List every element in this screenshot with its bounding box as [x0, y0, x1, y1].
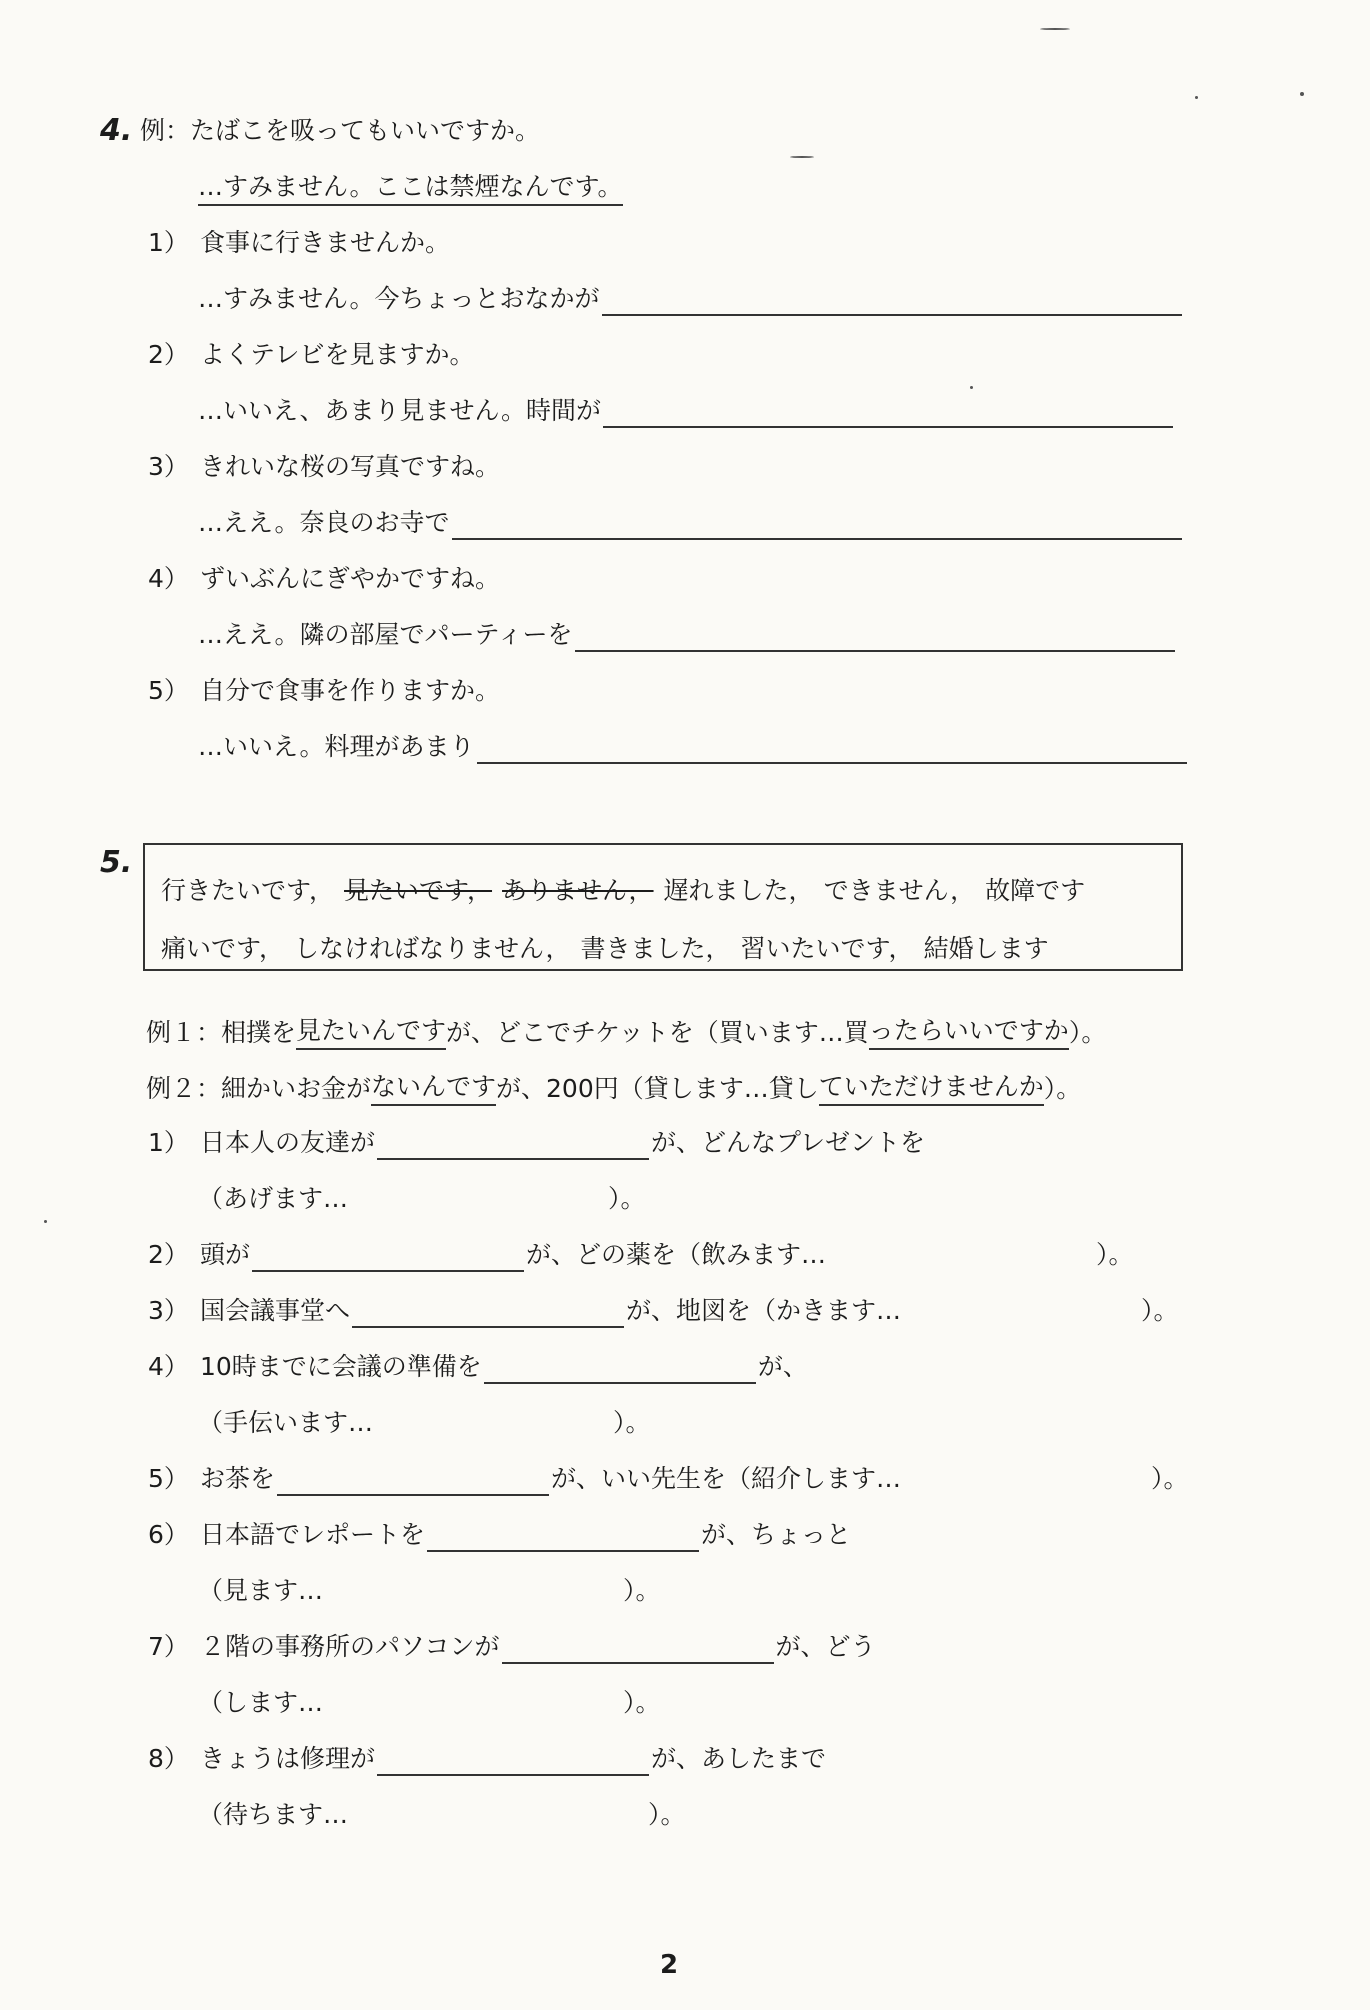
sec5-example-1: 例１：相撲を 見たいんです が、どこでチケットを（買います…買 ったらいいですか ）。: [146, 1014, 1106, 1050]
sec5-item-1-line-2: （あげます… ）。: [198, 1184, 646, 1213]
sec5-item-7-line-2: （します… ）。: [198, 1688, 661, 1717]
sec5-item-4: 4） 10時までに会議の準備を が、: [148, 1350, 808, 1384]
sec5-item-7: 7） ２階の事務所のパソコンが が、どう: [148, 1630, 876, 1664]
scan-speck: [1040, 28, 1070, 30]
sec4-example-answer: …すみません。ここは禁煙なんです。: [198, 170, 623, 206]
sec5-item-4-line-2: （手伝います… ）。: [198, 1408, 651, 1437]
sec4-item-1-question: 1） 食事に行きませんか。: [148, 228, 451, 257]
answer-blank[interactable]: [575, 626, 1175, 652]
sec4-item-4-question: 4） ずいぶんにぎやかですね。: [148, 564, 501, 593]
page-number: 2: [660, 1950, 679, 1980]
answer-blank[interactable]: [602, 290, 1182, 316]
word-box-line-2: 痛いです， しなければなりません， 書きました， 習いたいです， 結婚します: [161, 934, 1049, 963]
sec5-item-1: 1） 日本人の友達が が、どんなプレゼントを: [148, 1126, 925, 1160]
sec4-item-2-question: 2） よくテレビを見ますか。: [148, 340, 475, 369]
scan-speck: [970, 386, 973, 389]
word-choice-box: [143, 843, 1183, 971]
answer-blank[interactable]: [252, 1246, 524, 1272]
sec4-item-4-answer: …ええ。隣の部屋でパーティーを: [198, 618, 1177, 652]
sec4-item-3-answer: …ええ。奈良のお寺で: [198, 506, 1184, 540]
sec4-item-3-question: 3） きれいな桜の写真ですね。: [148, 452, 501, 481]
sec5-item-2: 2） 頭が が、どの薬を（飲みます… ）。: [148, 1238, 1134, 1272]
section-5-number: 5.: [100, 845, 133, 880]
sec5-example-2: 例２：細かいお金が ないんです が、200円（貸します…貸し ていただけませんか ）。: [146, 1070, 1081, 1106]
sec4-item-5-answer: …いいえ。料理があまり: [198, 730, 1189, 764]
sec4-example-question: 例：たばこを吸ってもいいですか。: [140, 116, 541, 145]
sec4-item-2-answer: …いいえ、あまり見ません。時間が: [198, 394, 1175, 428]
answer-blank[interactable]: [477, 738, 1187, 764]
sec4-item-5-question: 5） 自分で食事を作りますか。: [148, 676, 501, 705]
answer-blank[interactable]: [277, 1470, 549, 1496]
answer-blank[interactable]: [377, 1750, 649, 1776]
word-box-line-1: 行きたいです， 見たいです， ありません， 遅れました， できません， 故障です: [161, 876, 1086, 905]
scan-speck: [790, 156, 814, 158]
answer-blank[interactable]: [452, 514, 1182, 540]
sec5-item-5: 5） お茶を が、いい先生を（紹介します… ）。: [148, 1462, 1189, 1496]
section-4-number: 4.: [100, 113, 133, 148]
answer-blank[interactable]: [603, 402, 1173, 428]
answer-blank[interactable]: [427, 1526, 699, 1552]
sec5-item-6-line-2: （見ます… ）。: [198, 1576, 661, 1605]
sec5-item-8-line-2: （待ちます… ）。: [198, 1800, 686, 1829]
answer-blank[interactable]: [502, 1638, 774, 1664]
answer-blank[interactable]: [484, 1358, 756, 1384]
scan-speck: [44, 1220, 47, 1223]
sec4-item-1-answer: …すみません。今ちょっとおなかが: [198, 282, 1184, 316]
scan-speck: [1195, 96, 1198, 99]
sec5-item-6: 6） 日本語でレポートを が、ちょっと: [148, 1518, 851, 1552]
sec5-item-3: 3） 国会議事堂へ が、地図を（かきます… ）。: [148, 1294, 1179, 1328]
answer-blank[interactable]: [377, 1134, 649, 1160]
sec5-item-8: 8） きょうは修理が が、あしたまで: [148, 1742, 826, 1776]
scan-speck: [1300, 92, 1304, 96]
answer-blank[interactable]: [352, 1302, 624, 1328]
